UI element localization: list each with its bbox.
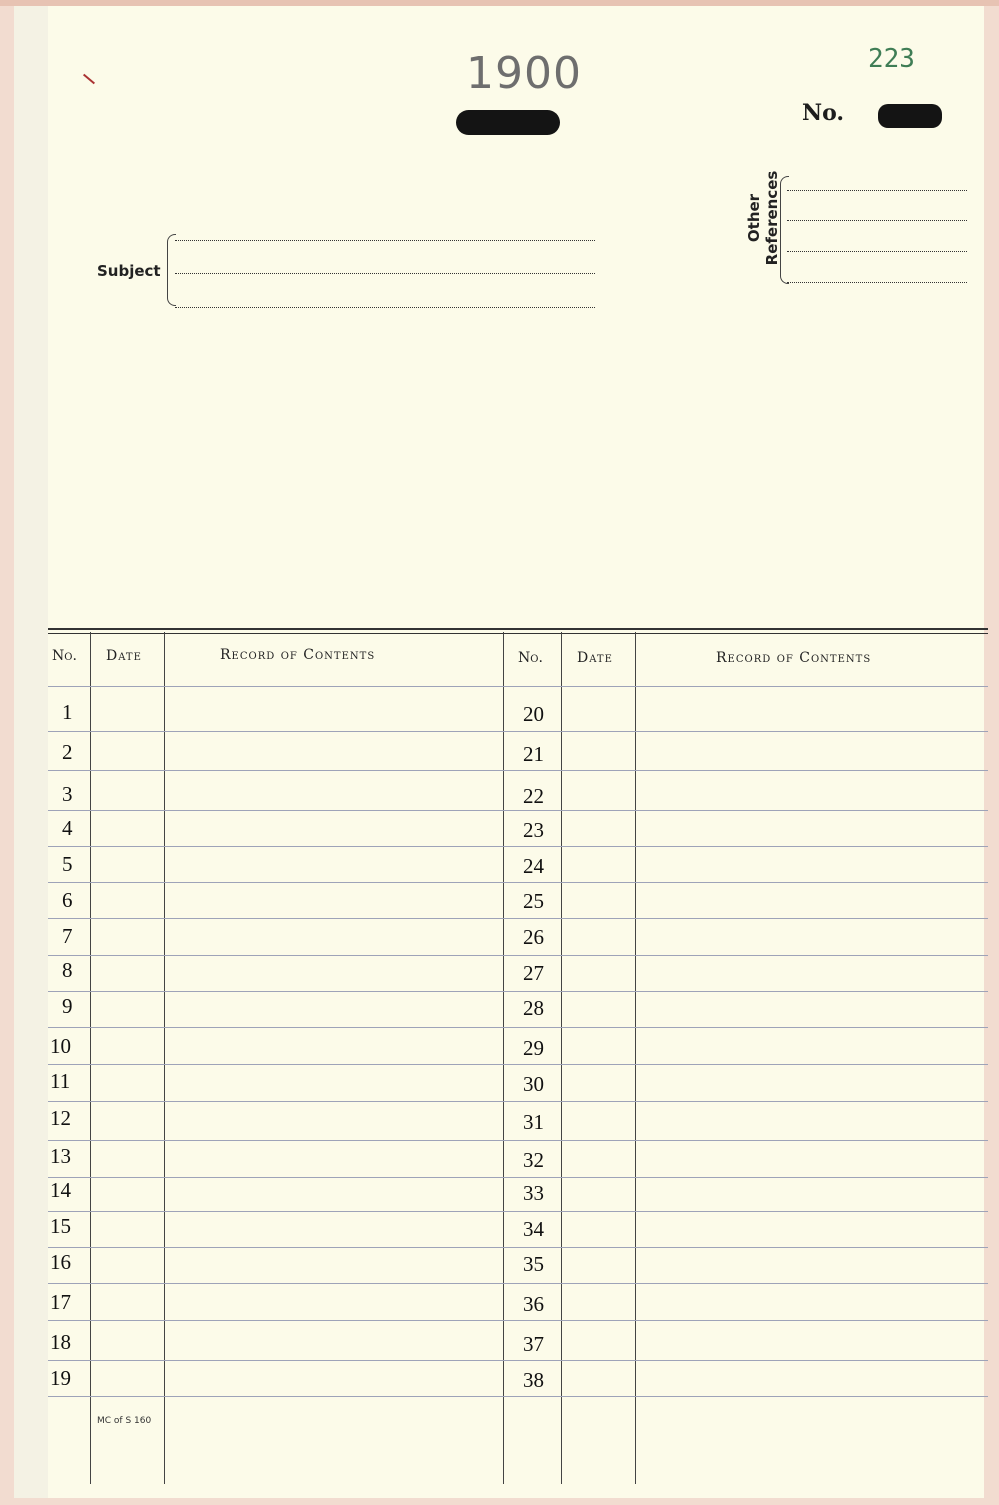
- row-rule: [48, 1320, 988, 1321]
- right-row-number: 29: [523, 1036, 544, 1060]
- left-row-number: 6: [62, 888, 73, 912]
- left-row-number: 18: [50, 1330, 71, 1354]
- redacted-year-blot: [456, 110, 560, 135]
- subject-line-2[interactable]: [175, 273, 595, 274]
- left-row-number: 12: [50, 1106, 71, 1130]
- right-row-number: 33: [523, 1181, 544, 1205]
- row-rule: [48, 1064, 988, 1065]
- other-references-line1: Other: [745, 193, 763, 243]
- subject-line-1[interactable]: [175, 240, 595, 241]
- right-row-number: 38: [523, 1368, 544, 1392]
- subject-line-3[interactable]: [175, 307, 595, 308]
- binding-edge: [14, 6, 48, 1498]
- left-row-number: 1: [62, 700, 73, 724]
- left-row-number: 7: [62, 924, 73, 948]
- right-row-number: 31: [523, 1110, 544, 1134]
- right-row-number: 37: [523, 1332, 544, 1356]
- table-top-rule: [48, 628, 988, 630]
- col-divider-left-no: [90, 632, 91, 1484]
- row-rule: [48, 1101, 988, 1102]
- col-divider-right-no: [561, 632, 562, 1484]
- col-divider-right-date: [635, 632, 636, 1484]
- right-header-record: Record of Contents: [716, 650, 872, 666]
- year-stamp: 1900: [466, 48, 582, 99]
- left-row-number: 13: [50, 1144, 71, 1168]
- right-row-number: 32: [523, 1148, 544, 1172]
- left-row-number: 5: [62, 852, 73, 876]
- row-rule: [48, 731, 988, 732]
- other-ref-line-4[interactable]: [787, 282, 967, 283]
- row-rule: [48, 1177, 988, 1178]
- row-rule: [48, 991, 988, 992]
- row-rule: [48, 770, 988, 771]
- right-row-number: 28: [523, 996, 544, 1020]
- row-rule: [48, 1140, 988, 1141]
- other-references-brace: [780, 176, 789, 284]
- right-row-number: 26: [523, 925, 544, 949]
- left-row-number: 19: [50, 1366, 71, 1390]
- left-header-date: Date: [106, 648, 142, 664]
- row-rule: [48, 1247, 988, 1248]
- left-row-number: 3: [62, 782, 73, 806]
- left-row-number: 14: [50, 1178, 71, 1202]
- row-rule: [48, 955, 988, 956]
- other-ref-line-1[interactable]: [787, 190, 967, 191]
- row-rule: [48, 1360, 988, 1361]
- right-row-number: 34: [523, 1217, 544, 1241]
- left-header-no: No.: [52, 648, 77, 664]
- col-divider-middle: [503, 632, 504, 1484]
- col-divider-left-date: [164, 632, 165, 1484]
- row-rule: [48, 1396, 988, 1397]
- left-row-number: 11: [50, 1069, 71, 1093]
- right-row-number: 24: [523, 854, 544, 878]
- left-row-number: 15: [50, 1214, 71, 1238]
- other-ref-line-3[interactable]: [787, 251, 967, 252]
- right-row-number: 22: [523, 784, 544, 808]
- row-rule: [48, 686, 988, 687]
- table-top-rule-inner: [48, 633, 988, 634]
- right-row-number: 35: [523, 1252, 544, 1276]
- other-references-line2: References: [763, 170, 781, 266]
- form-code: MC of S 160: [97, 1416, 152, 1426]
- row-rule: [48, 1283, 988, 1284]
- form-page: [14, 6, 984, 1498]
- row-rule: [48, 846, 988, 847]
- subject-brace: [167, 234, 176, 306]
- right-row-number: 23: [523, 818, 544, 842]
- row-rule: [48, 918, 988, 919]
- number-label: No.: [802, 100, 845, 126]
- row-rule: [48, 1211, 988, 1212]
- row-rule: [48, 1027, 988, 1028]
- row-rule: [48, 882, 988, 883]
- left-header-record: Record of Contents: [220, 647, 376, 663]
- row-rule: [48, 810, 988, 811]
- left-row-number: 17: [50, 1290, 71, 1314]
- right-row-number: 20: [523, 702, 544, 726]
- left-row-number: 16: [50, 1250, 71, 1274]
- other-ref-line-2[interactable]: [787, 220, 967, 221]
- subject-label: Subject: [97, 262, 161, 280]
- right-row-number: 30: [523, 1072, 544, 1096]
- left-row-number: 10: [50, 1034, 71, 1058]
- left-row-number: 4: [62, 816, 73, 840]
- right-row-number: 21: [523, 742, 544, 766]
- right-row-number: 25: [523, 889, 544, 913]
- right-header-date: Date: [577, 650, 613, 666]
- left-row-number: 2: [62, 740, 73, 764]
- other-references-label: [745, 163, 781, 273]
- left-row-number: 8: [62, 958, 73, 982]
- left-row-number: 9: [62, 994, 73, 1018]
- right-header-no: No.: [518, 650, 543, 666]
- right-row-number: 36: [523, 1292, 544, 1316]
- redacted-number-blot: [878, 104, 942, 128]
- register-number: 223: [868, 44, 915, 74]
- right-row-number: 27: [523, 961, 544, 985]
